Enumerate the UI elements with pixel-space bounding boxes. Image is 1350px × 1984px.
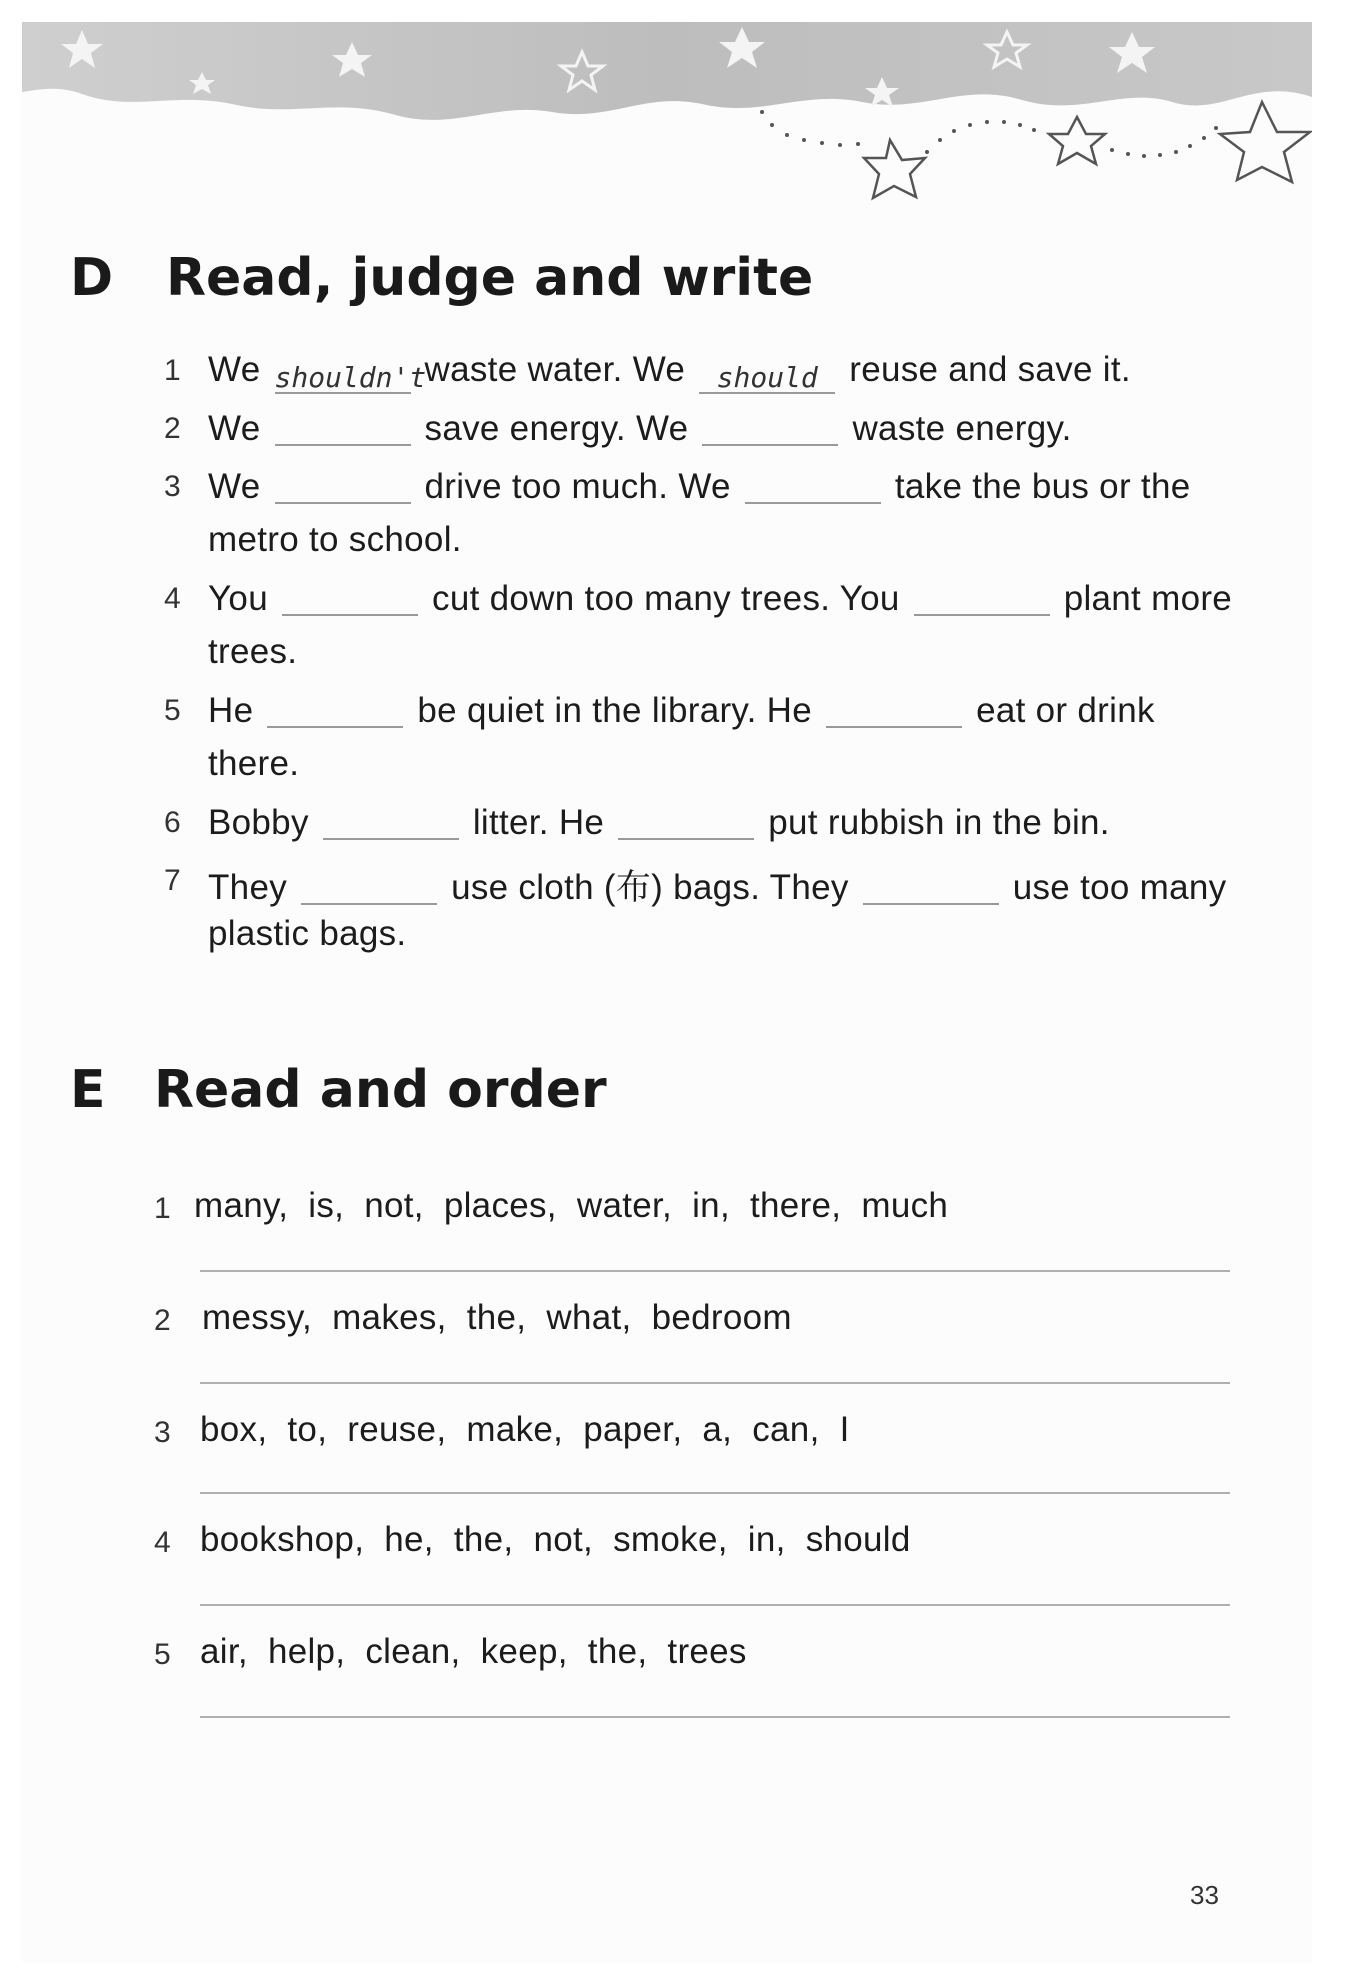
exercise-sentence: We drive too much. We take the bus or the [208,467,1191,506]
dotted-trail [760,110,1218,158]
section-title: Read, judge and write [166,248,814,308]
sentence-continuation: plastic bags. [208,914,407,953]
handwritten-answer: shouldn't [274,361,427,394]
exercise-sentence: We save energy. We waste energy. [208,409,1072,448]
section-letter: E [70,1060,106,1120]
answer-blank[interactable] [282,578,418,616]
answer-blank[interactable] [699,356,835,394]
answer-line[interactable] [200,1604,1230,1606]
star-banner [22,22,1312,212]
item-number: 2 [164,412,181,445]
item-number: 4 [154,1526,171,1559]
word-list: messy, makes, the, what, bedroom [202,1298,792,1337]
section-letter: D [70,248,114,308]
exercise-sentence: He be quiet in the library. He eat or drink [208,691,1155,730]
exercise-sentence: We shouldn't waste water. We should reuse and save it. [208,350,1131,394]
answer-blank[interactable] [702,408,838,446]
item-number: 7 [164,864,181,897]
handwritten-answer: should [716,361,818,394]
outline-star-icon [864,102,1310,198]
answer-blank[interactable] [274,356,427,394]
item-number: 2 [154,1304,171,1337]
answer-blank[interactable] [323,802,459,840]
word-list: air, help, clean, keep, the, trees [200,1632,747,1671]
section-title: Read and order [154,1060,607,1120]
item-number: 5 [154,1638,171,1671]
answer-line[interactable] [200,1270,1230,1272]
sentence-continuation: metro to school. [208,520,462,559]
answer-blank[interactable] [301,867,437,905]
word-list: box, to, reuse, make, paper, a, can, I [200,1410,850,1449]
answer-blank[interactable] [267,690,403,728]
word-list: many, is, not, places, water, in, there, much [194,1186,949,1225]
section-e-heading [70,1060,607,1120]
answer-blank[interactable] [826,690,962,728]
word-list: bookshop, he, the, not, smoke, in, should [200,1520,911,1559]
answer-blank[interactable] [745,466,881,504]
page-number: 33 [1190,1880,1219,1910]
item-number: 5 [164,694,181,727]
item-number: 1 [164,354,181,387]
answer-line[interactable] [200,1716,1230,1718]
item-number: 6 [164,806,181,839]
answer-blank[interactable] [275,408,411,446]
answer-blank[interactable] [275,466,411,504]
exercise-sentence: Bobby litter. He put rubbish in the bin. [208,803,1110,842]
item-number: 3 [164,470,181,503]
answer-line[interactable] [200,1492,1230,1494]
exercise-sentence: You cut down too many trees. You plant more [208,579,1233,618]
answer-blank[interactable] [863,867,999,905]
exercise-sentence: They use cloth (布) bags. They use too many [208,868,1227,907]
item-number: 1 [154,1192,171,1225]
item-number: 4 [164,582,181,615]
answer-line[interactable] [200,1382,1230,1384]
answer-blank[interactable] [618,802,754,840]
sentence-continuation: trees. [208,632,298,671]
item-number: 3 [154,1416,171,1449]
section-d-heading [70,248,813,308]
answer-blank[interactable] [914,578,1050,616]
sentence-continuation: there. [208,744,300,783]
